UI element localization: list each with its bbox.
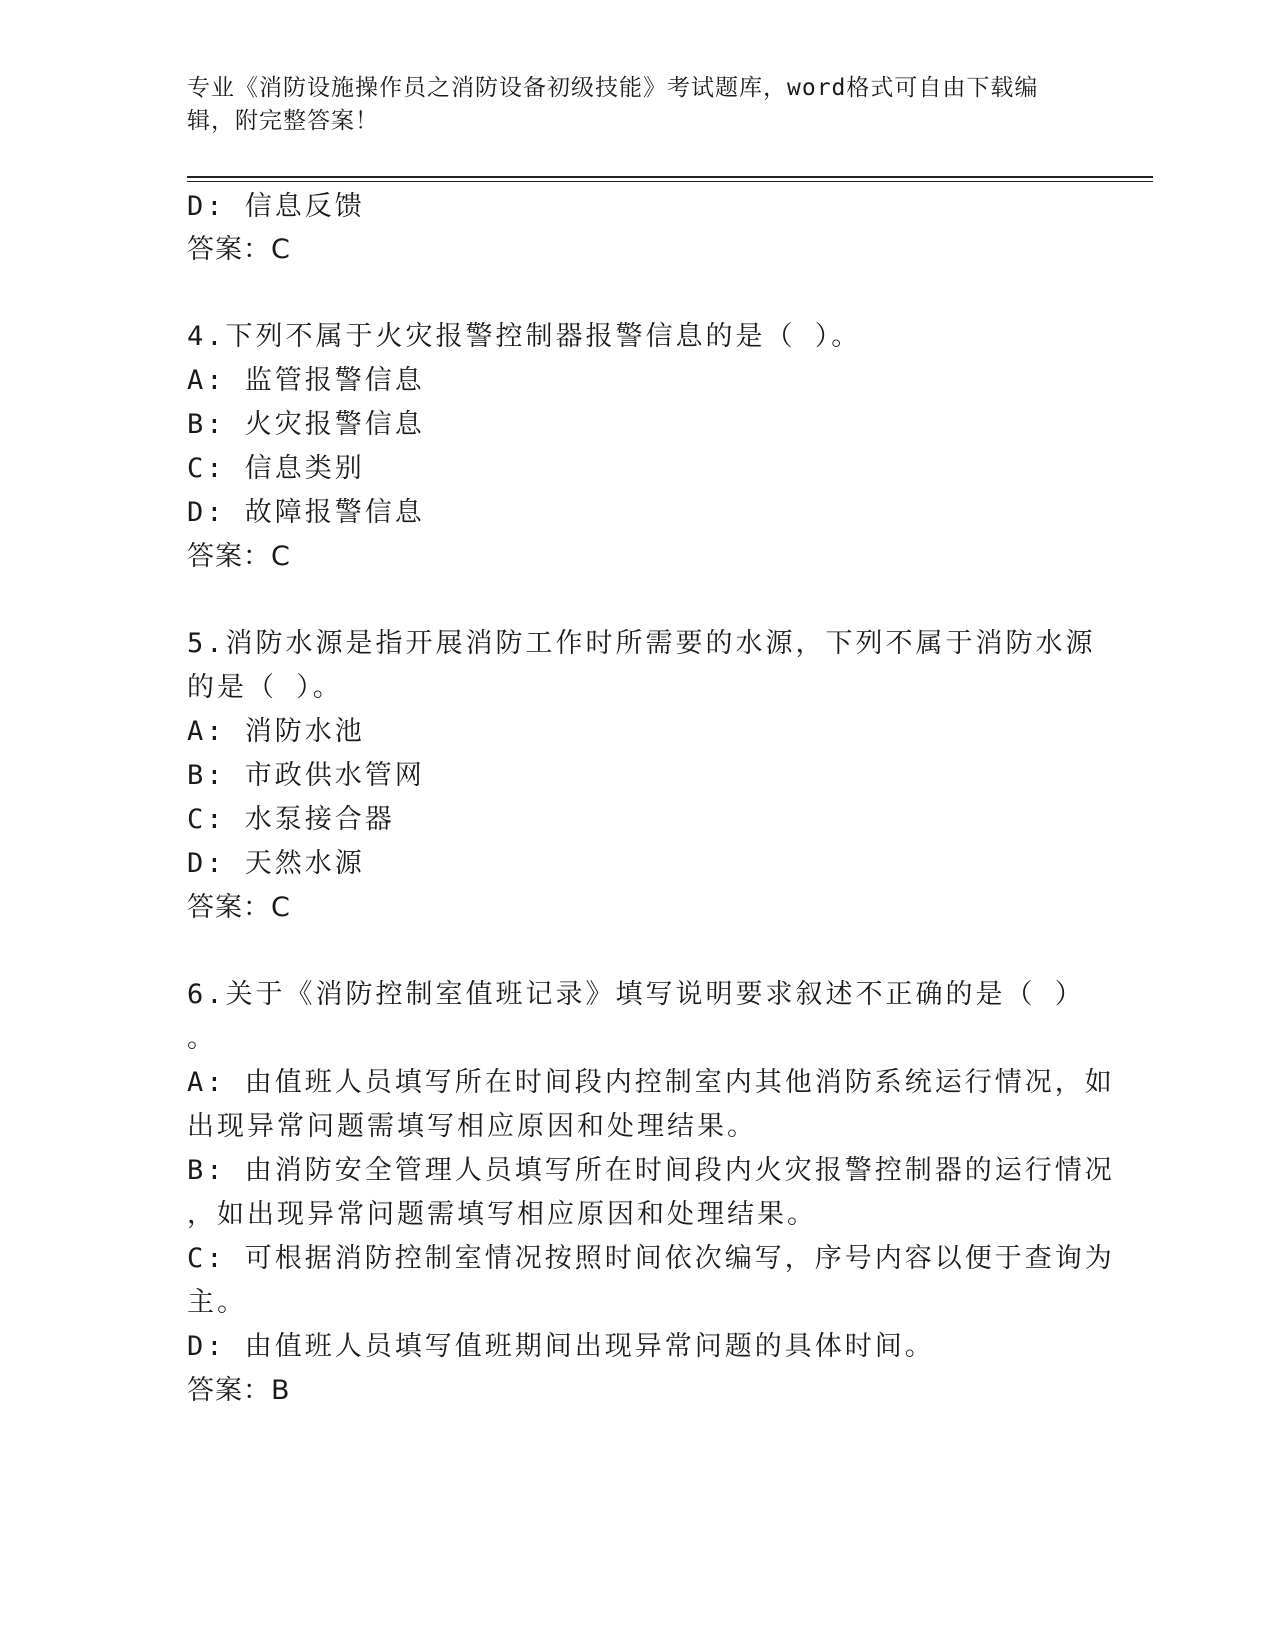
q4-answer: 答案：C — [187, 541, 291, 572]
q4-stem: 4.下列不属于火灾报警控制器报警信息的是（ ）。 — [187, 321, 862, 352]
q6-option-c-line-1: C: 可根据消防控制室情况按照时间依次编写，序号内容以便于查询为 — [187, 1243, 1115, 1274]
q4-option-d: D: 故障报警信息 — [187, 497, 425, 528]
q5-stem-line-1: 5.消防水源是指开展消防工作时所需要的水源，下列不属于消防水源 — [187, 628, 1096, 659]
prev-option-d: D: 信息反馈 — [187, 191, 365, 222]
q6-option-b-line-1: B: 由消防安全管理人员填写所在时间段内火灾报警控制器的运行情况 — [187, 1155, 1115, 1186]
q6-option-d: D: 由值班人员填写值班期间出现异常问题的具体时间。 — [187, 1331, 935, 1362]
q6-stem-line-1: 6.关于《消防控制室值班记录》填写说明要求叙述不正确的是（ ） — [187, 979, 1085, 1010]
q5-option-a: A: 消防水池 — [187, 716, 365, 747]
header-divider-thick — [187, 176, 1153, 178]
q5-stem-line-2: 的是（ ）。 — [187, 672, 343, 703]
q6-stem-line-2: 。 — [187, 1023, 217, 1054]
prev-answer: 答案：C — [187, 234, 291, 265]
q4-option-a: A: 监管报警信息 — [187, 365, 425, 396]
q6-answer: 答案：B — [187, 1375, 291, 1406]
header-divider-thin — [187, 181, 1153, 182]
q4-option-b: B: 火灾报警信息 — [187, 409, 425, 440]
q6-option-a-line-1: A: 由值班人员填写所在时间段内控制室内其他消防系统运行情况，如 — [187, 1067, 1115, 1098]
q5-answer: 答案：C — [187, 892, 291, 923]
page-header — [187, 72, 1067, 138]
q5-option-b: B: 市政供水管网 — [187, 760, 425, 791]
header-line-1: 专业《消防设施操作员之消防设备初级技能》考试题库，word格式可自由下载编 — [187, 75, 1039, 101]
header-line-2: 辑，附完整答案！ — [187, 108, 379, 134]
q5-option-d: D: 天然水源 — [187, 848, 365, 879]
q6-option-b-line-2: ，如出现异常问题需填写相应原因和处理结果。 — [187, 1199, 817, 1230]
q6-option-c-line-2: 主。 — [187, 1287, 247, 1318]
q4-option-c: C: 信息类别 — [187, 453, 365, 484]
q5-option-c: C: 水泵接合器 — [187, 804, 395, 835]
q6-option-a-line-2: 出现异常问题需填写相应原因和处理结果。 — [187, 1111, 757, 1142]
